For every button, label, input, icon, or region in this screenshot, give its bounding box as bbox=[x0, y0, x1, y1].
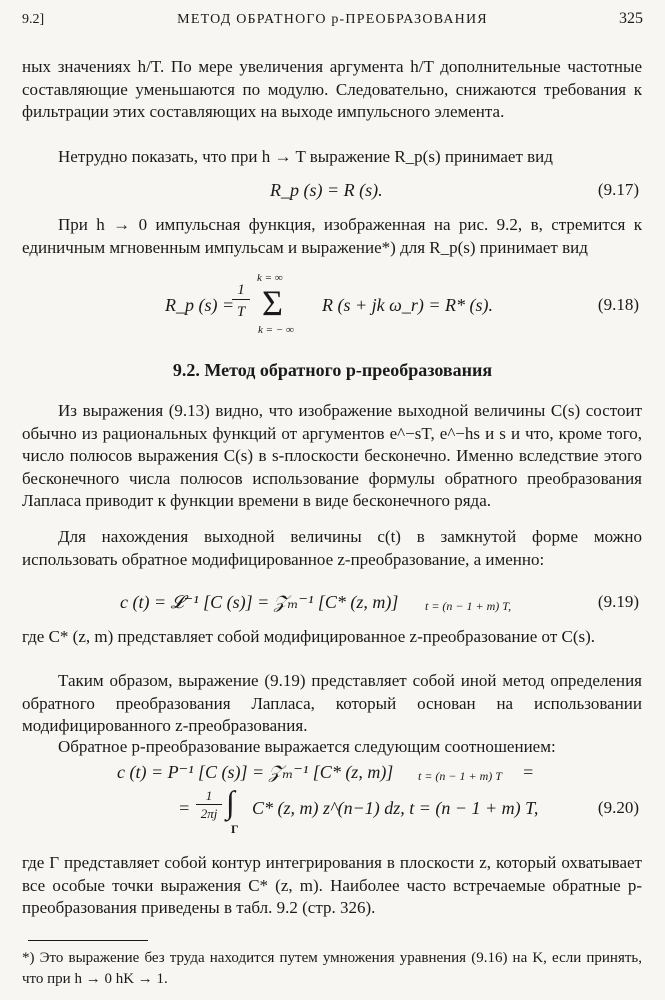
paragraph-2: Нетрудно показать, что при h → T выражение R_p(s) принимает вид bbox=[58, 147, 553, 166]
eq-body: R_p (s) = R (s). bbox=[270, 180, 383, 200]
paragraph-1: ных значениях h/T. По мере увеличения аргумента h/T дополнительные частотные составляющие уменьшаются по модулю. Следовательно, снижаются требования к фильтрации этих составляющих на выходе импульсного элемента. bbox=[22, 57, 642, 121]
eq-number: (9.20) bbox=[597, 798, 639, 817]
section-ref: 9.2] bbox=[22, 12, 45, 27]
page-number: 325 bbox=[619, 10, 643, 27]
sum-sign: Σ bbox=[262, 283, 283, 323]
paragraph-6: где C* (z, m) представляет собой модифицированное z-преобразование от C(s). bbox=[22, 627, 596, 646]
paragraph-4: Из выражения (9.13) видно, что изображение выходной величины C(s) состоит обычно из рациональных функций от аргументов e^−sT, e^−hs и s и что, кроме того, число полюсов выражения C(s) в s-плоскости бесконечно. Именно вследствие этого бесконечного числа полюсов использование формулы обратного преобразования Лапласа приводит к функции времени в виде бесконечного ряда. bbox=[22, 401, 642, 510]
eq-body: c (t) = 𝓛⁻¹ [C (s)] = 𝒵ₘ⁻¹ [C* (z, m)] bbox=[120, 592, 399, 612]
section-heading: 9.2. Метод обратного p-преобразования bbox=[172, 360, 493, 380]
sum-top: k = ∞ bbox=[257, 272, 283, 284]
frac-num: 1 bbox=[196, 788, 222, 805]
eq-line1-subscript: t = (n − 1 + m) T bbox=[418, 769, 502, 783]
eq-line2-body: C* (z, m) z^(n−1) dz, t = (n − 1 + m) T, bbox=[252, 798, 539, 818]
footnote-rule bbox=[28, 940, 148, 941]
eq-line1: c (t) = P⁻¹ [C (s)] = 𝒵ₘ⁻¹ [C* (z, m)] bbox=[117, 762, 394, 782]
equation-9-20 bbox=[0, 762, 665, 842]
paragraph-7: Таким образом, выражение (9.19) представляет собой иной метод определения обратного преобразования Лапласа, который основан на использовании модифицированного z-преобразования. bbox=[22, 671, 642, 735]
integral-sign: ∫ bbox=[226, 784, 235, 820]
eq-subscript: t = (n − 1 + m) T, bbox=[425, 599, 512, 613]
running-title: МЕТОД ОБРАТНОГО p-ПРЕОБРАЗОВАНИЯ bbox=[177, 12, 488, 27]
eq-number: (9.19) bbox=[597, 592, 639, 611]
paragraph-5: Для нахождения выходной величины c(t) в замкнутой форме можно использовать обратное модифицированное z-преобразование, а именно: bbox=[22, 527, 642, 569]
sum-bottom: k = − ∞ bbox=[258, 324, 294, 336]
frac-den: 2πj bbox=[200, 806, 218, 821]
eq-number: (9.17) bbox=[597, 180, 639, 199]
integral-subscript: Γ bbox=[231, 822, 239, 836]
paragraph-9: где Γ представляет собой контур интегрирования в плоскости z, который охватывает все особые точки выражения C* (z, m). Наиболее часто встречаемые обратные p-преобразования приведены в табл. 9.2 (стр. 326). bbox=[22, 853, 642, 917]
paragraph-3: При h → 0 импульсная функция, изображенная на рис. 9.2, в, стремится к единичным мгновенным импульсам и выражение*) для R_p(s) принимает вид bbox=[22, 215, 642, 257]
eq-line2-lead: = bbox=[178, 798, 191, 818]
eq-number: (9.18) bbox=[597, 295, 639, 314]
eq-rhs: R (s + jk ω_r) = R* (s). bbox=[322, 295, 493, 315]
running-header bbox=[22, 10, 643, 32]
frac-den: T bbox=[236, 304, 246, 320]
eq-lhs: R_p (s) = bbox=[165, 295, 235, 315]
paragraph-8: Обратное p-преобразование выражается следующим соотношением: bbox=[58, 737, 556, 756]
eq-line1-end: = bbox=[522, 762, 535, 782]
equation-9-18 bbox=[0, 272, 665, 340]
frac-num: 1 bbox=[232, 282, 250, 300]
footnote: *) Это выражение без труда находится путем умножения уравнения (9.16) на K, если принять, что при h → 0 hK → 1. bbox=[22, 950, 642, 987]
